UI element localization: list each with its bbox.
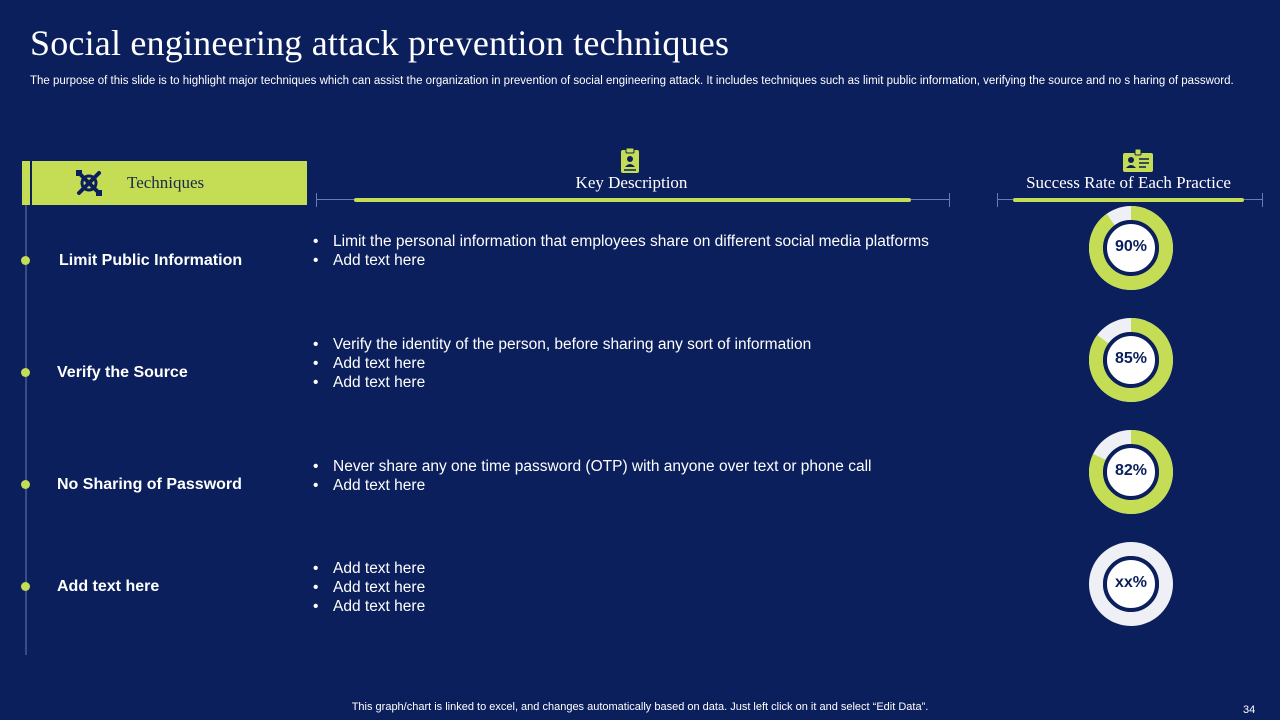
description-item: • Add text here bbox=[313, 476, 871, 495]
technique-label: Limit Public Information bbox=[59, 252, 243, 269]
timeline-dot bbox=[21, 582, 30, 591]
key-description-header: Key Description bbox=[575, 173, 688, 192]
description-item: • Add text here bbox=[313, 597, 425, 616]
description-item: • Add text here bbox=[313, 559, 425, 578]
rule-tick bbox=[316, 193, 317, 207]
success-rate-value: 85% bbox=[1114, 350, 1148, 367]
success-rate-value: 90% bbox=[1114, 238, 1148, 255]
page-title: Social engineering attack prevention techniques bbox=[30, 23, 730, 63]
description-list bbox=[313, 335, 811, 392]
description-item: • Add text here bbox=[313, 578, 425, 597]
description-item: • Add text here bbox=[313, 373, 811, 392]
description-item: • Never share any one time password (OTP) with anyone over text or phone call bbox=[313, 457, 871, 476]
id-card-icon bbox=[1121, 146, 1155, 176]
description-item: • Verify the identity of the person, before sharing any sort of information bbox=[313, 335, 811, 354]
timeline-dot bbox=[21, 480, 30, 489]
techniques-header-label: Techniques bbox=[127, 173, 205, 192]
techniques-header bbox=[22, 161, 307, 205]
success-rate-bar bbox=[1013, 198, 1244, 202]
success-rate-value: 82% bbox=[1114, 462, 1148, 479]
footer-note: This graph/chart is linked to excel, and changes automatically based on data. Just left click on it and select “Edit Data”. bbox=[351, 701, 929, 713]
success-rate-value: xx% bbox=[1114, 574, 1148, 591]
rule-tick bbox=[1262, 193, 1263, 207]
rule-tick bbox=[949, 193, 950, 207]
description-list bbox=[313, 559, 425, 616]
timeline-dot bbox=[21, 256, 30, 265]
technique-label: No Sharing of Password bbox=[57, 476, 242, 493]
key-description-bar bbox=[354, 198, 911, 202]
page-number: 34 bbox=[1243, 704, 1256, 716]
rule-tick bbox=[997, 193, 998, 207]
technique-label: Verify the Source bbox=[57, 364, 188, 381]
page-subtitle: The purpose of this slide is to highlight major techniques which can assist the organization in prevention of social engineering attack. It includes techniques such as limit public information, verifying the source and no s haring of password. bbox=[30, 75, 1234, 87]
description-item: • Add text here bbox=[313, 354, 811, 373]
description-list bbox=[313, 232, 929, 270]
description-item: • Limit the personal information that employees share on different social media platforms bbox=[313, 232, 929, 251]
clipboard-person-icon bbox=[615, 146, 645, 176]
description-item: • Add text here bbox=[313, 251, 929, 270]
success-rate-header: Success Rate of Each Practice bbox=[1026, 173, 1231, 192]
technique-label: Add text here bbox=[57, 578, 160, 595]
timeline-dot bbox=[21, 368, 30, 377]
description-list bbox=[313, 457, 871, 495]
crossed-tools-icon bbox=[74, 168, 104, 198]
